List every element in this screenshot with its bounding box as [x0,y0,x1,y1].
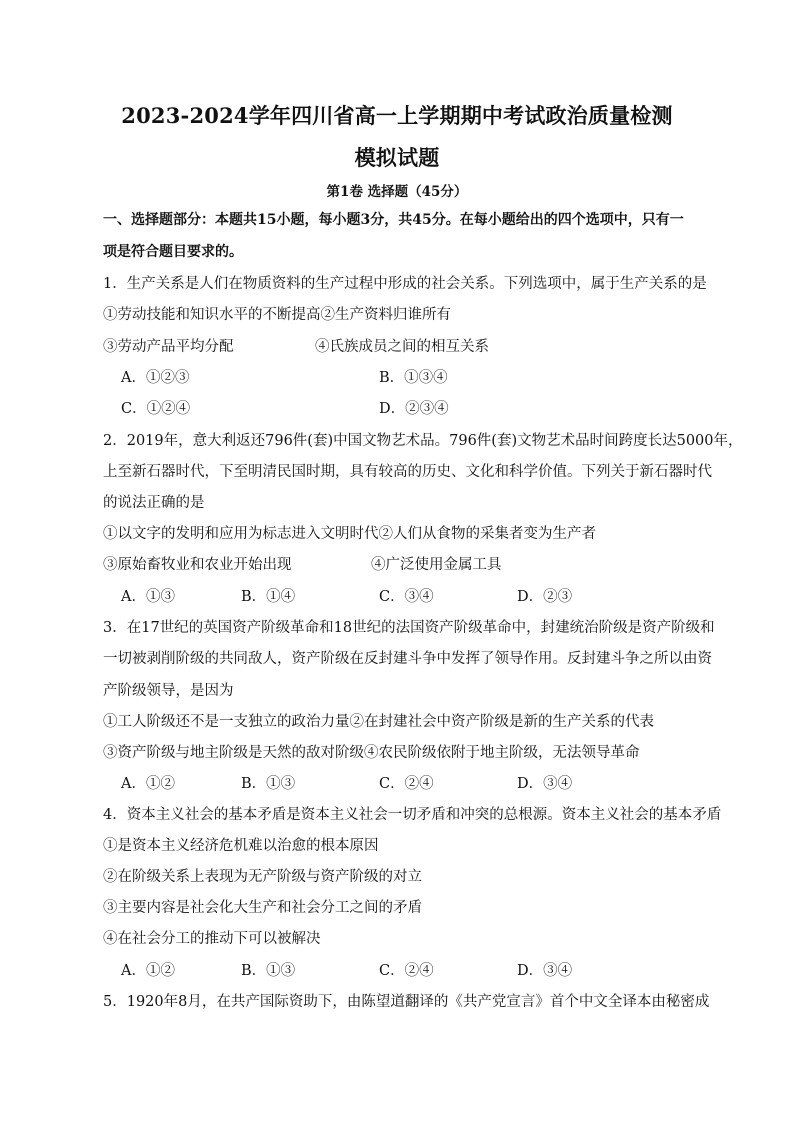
q2-option-d[interactable]: D．②③ [517,589,573,605]
q1-option-a[interactable]: A．①②③ [121,370,190,386]
q3-option-a[interactable]: A．①② [121,776,175,792]
q2-option-b[interactable]: B．①④ [241,589,296,605]
q1-statements-1: ①劳动技能和知识水平的不断提高②生产资料归谁所有 [103,307,451,323]
q2-stem-1: 2．2019年，意大利返还796件(套)中国文物艺术品。796件(套)文物艺术品时间跨度长达5000年， [103,433,743,449]
q3-option-d[interactable]: D．③④ [517,776,573,792]
q4-option-b[interactable]: B．①③ [241,963,296,979]
q4-statement-2: ②在阶级关系上表现为无产阶级与资产阶级的对立 [103,869,422,885]
instructions-line-2: 项是符合题目要求的。 [103,244,243,260]
q2-option-c[interactable]: C．③④ [379,589,434,605]
q1-stem: 1．生产关系是人们在物质资料的生产过程中形成的社会关系。下列选项中，属于生产关系的是 [103,276,707,292]
q3-stem-3: 产阶级领导，是因为 [103,683,234,699]
q1-option-d[interactable]: D．②③④ [379,401,449,417]
instructions-line-1: 一、选择题部分：本题共15小题，每小题3分，共45分。在每小题给出的四个选项中，只有一 [103,212,684,228]
q3-stem-2: 一切被剥削阶级的共同敌人，资产阶级在反封建斗争中发挥了领导作用。反封建斗争之所以由资 [103,651,712,667]
q1-statement-4: ④氏族成员之间的相互关系 [315,339,489,355]
q3-stem-1: 3．在17世纪的英国资产阶级革命和18世纪的法国资产阶级革命中，封建统治阶级是资产阶级和 [103,620,715,636]
q2-option-a[interactable]: A．①③ [121,589,175,605]
q4-option-d[interactable]: D．③④ [517,963,573,979]
q4-statement-4: ④在社会分工的推动下可以被解决 [103,931,321,947]
q2-stem-3: 的说法正确的是 [103,495,205,511]
q2-statement-3: ③原始畜牧业和农业开始出现 [103,557,292,573]
exam-title-line-1: 2023-2024学年四川省高一上学期期中考试政治质量检测 [121,103,673,128]
q1-option-c[interactable]: C．①②④ [121,401,191,417]
q4-statement-3: ③主要内容是社会化大生产和社会分工之间的矛盾 [103,900,422,916]
q2-stem-2: 上至新石器时代，下至明清民国时期，具有较高的历史、文化和科学价值。下列关于新石器时代 [103,464,712,480]
q2-statement-4: ④广泛使用金属工具 [371,557,502,573]
q4-option-a[interactable]: A．①② [121,963,175,979]
q5-stem: 5．1920年8月，在共产国际资助下，由陈望道翻译的《共产党宣言》首个中文全译本由秘密成 [103,994,710,1010]
q1-statement-3: ③劳动产品平均分配 [103,339,234,355]
q3-option-c[interactable]: C．②④ [379,776,434,792]
q1-option-b[interactable]: B．①③④ [379,370,448,386]
q2-statements-1: ①以文字的发明和应用为标志进入文明时代②人们从食物的采集者变为生产者 [103,526,596,542]
q4-option-c[interactable]: C．②④ [379,963,434,979]
q3-option-b[interactable]: B．①③ [241,776,296,792]
q3-statements-2: ③资产阶级与地主阶级是天然的敌对阶级④农民阶级依附于地主阶级，无法领导革命 [103,745,640,761]
exam-title-line-2: 模拟试题 [354,145,440,170]
section-heading: 第1卷 选择题（45分） [326,184,468,200]
q3-statements-1: ①工人阶级还不是一支独立的政治力量②在封建社会中资产阶级是新的生产关系的代表 [103,714,654,730]
q4-statement-1: ①是资本主义经济危机难以治愈的根本原因 [103,838,379,854]
q4-stem: 4．资本主义社会的基本矛盾是资本主义社会一切矛盾和冲突的总根源。资本主义社会的基本矛盾 [103,807,722,823]
